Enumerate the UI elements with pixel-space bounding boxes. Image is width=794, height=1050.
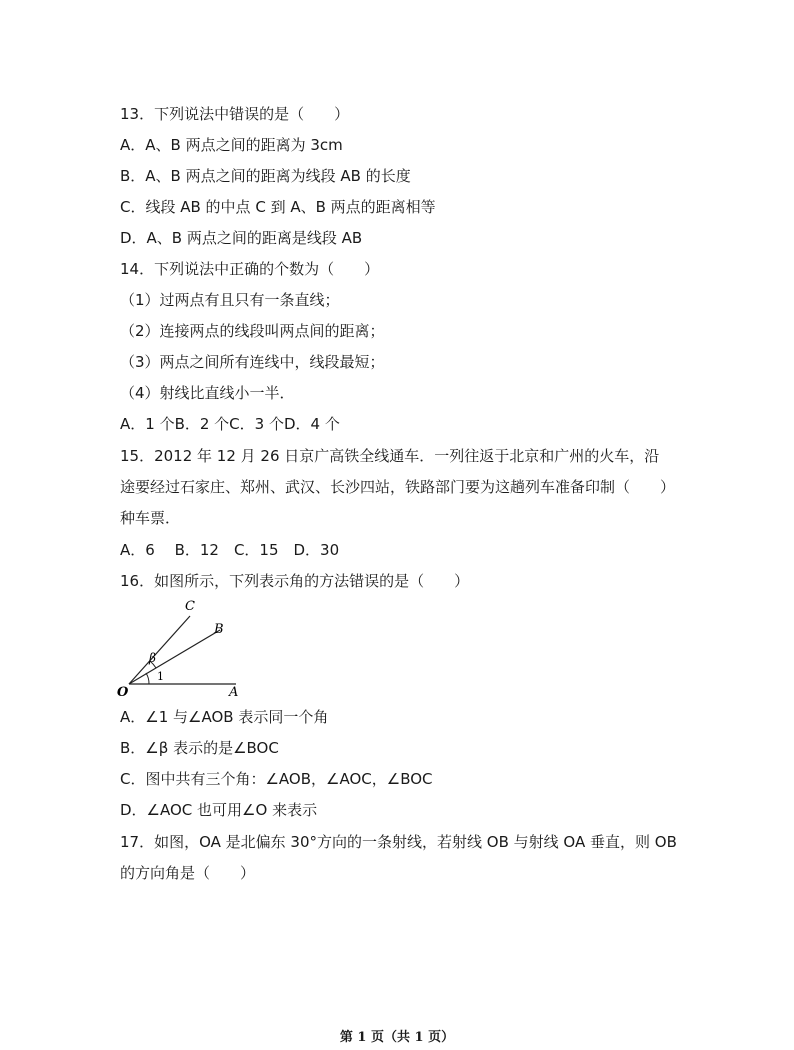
label-b: B (214, 622, 224, 637)
question-13-option-b: B．A、B 两点之间的距离为线段 AB 的长度 (120, 167, 411, 185)
question-14-options: A．1 个B．2 个C．3 个D．4 个 (120, 415, 340, 433)
question-14-item-2: （2）连接两点的线段叫两点间的距离； (120, 322, 385, 340)
question-13-option-c: C．线段 AB 的中点 C 到 A、B 两点的距离相等 (120, 198, 436, 216)
label-beta: β (149, 651, 156, 665)
question-16-option-a: A．∠1 与∠AOB 表示同一个角 (120, 708, 329, 726)
question-16-option-c: C．图中共有三个角：∠AOB，∠AOC，∠BOC (120, 770, 433, 788)
label-o: O (117, 685, 129, 698)
question-13-option-a: A．A、B 两点之间的距离为 3cm (120, 136, 343, 154)
question-14-item-3: （3）两点之间所有连线中，线段最短； (120, 353, 385, 371)
question-15-options: A．6 B．12 C．15 D．30 (120, 541, 340, 559)
label-a: A (229, 685, 239, 698)
angle-figure (112, 596, 252, 702)
page-footer: 第 1 页（共 1 页） (339, 1030, 455, 1045)
question-14-item-1: （1）过两点有且只有一条直线； (120, 291, 340, 309)
question-15-stem-line-1: 15．2012 年 12 月 26 日京广高铁全线通车．一列往返于北京和广州的火车，沿 (120, 447, 660, 465)
ray-ob (129, 630, 220, 684)
question-13-option-d: D．A、B 两点之间的距离是线段 AB (120, 229, 363, 247)
question-14-stem: 14．下列说法中正确的个数为（ ） (120, 260, 380, 278)
question-14-item-4: （4）射线比直线小一半． (120, 384, 295, 402)
question-17-stem-line-2: 的方向角是（ ） (120, 864, 256, 882)
question-16-stem: 16．如图所示，下列表示角的方法错误的是（ ） (120, 572, 470, 590)
label-c: C (185, 599, 195, 614)
question-15-stem-line-3: 种车票． (120, 509, 181, 527)
question-16-option-d: D．∠AOC 也可用∠O 来表示 (120, 801, 318, 819)
question-16-option-b: B．∠β 表示的是∠BOC (120, 739, 279, 757)
angle-diagram (112, 596, 252, 698)
question-17-stem-line-1: 17．如图，OA 是北偏东 30°方向的一条射线，若射线 OB 与射线 OA 垂直，则 OB (120, 833, 677, 851)
question-15-stem-line-2: 途要经过石家庄、郑州、武汉、长沙四站，铁路部门要为这趟列车准备印制（ ） (120, 478, 676, 496)
angle-1-arc (146, 673, 149, 684)
label-angle-1: 1 (157, 670, 164, 683)
question-13-stem: 13．下列说法中错误的是（ ） (120, 105, 350, 123)
